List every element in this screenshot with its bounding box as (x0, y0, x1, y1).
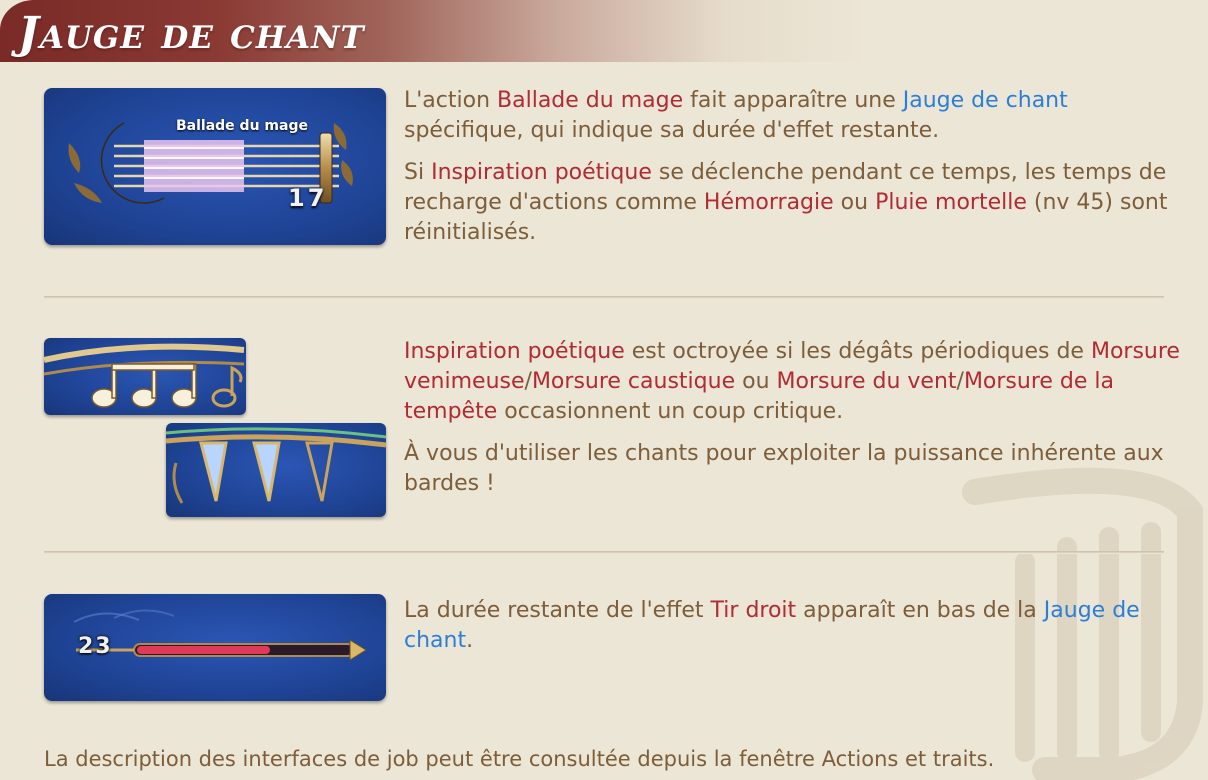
highlight-action-term: Inspiration poétique (431, 160, 652, 185)
straight-shot-gauge-image (44, 594, 386, 701)
section3-text (404, 596, 1194, 656)
highlight-action-term: Inspiration poétique (404, 339, 625, 364)
arrow-heads-gauge-image (166, 423, 386, 517)
body-text: . (466, 628, 474, 653)
highlight-action-term: Morsure du vent (776, 369, 957, 394)
body-text: La durée restante de l'effet (404, 598, 711, 623)
body-text: / (524, 369, 532, 394)
body-text: apparaît en bas de la (796, 598, 1044, 623)
highlight-action-term: Hémorragie (703, 190, 834, 215)
highlight-action-term: Pluie mortelle (875, 190, 1027, 215)
body-text: À vous d'utiliser les chants pour exploiter la puissance inhérente aux bardes ! (404, 441, 1164, 496)
body-text: / (956, 369, 964, 394)
section2-paragraph2 (404, 439, 1194, 499)
arrowhead-icons (201, 443, 332, 501)
section1-paragraph2 (404, 158, 1194, 248)
ballad-gauge-title: Ballade du mage (176, 118, 308, 134)
footer-note: La description des interfaces de job peut être consultée depuis la fenêtre Actions et traits. (44, 747, 995, 771)
body-text: spécifique, qui indique sa durée d'effet restante. (404, 118, 940, 143)
body-text: L'action (404, 88, 498, 113)
arrow-tip-icon (350, 640, 366, 660)
highlight-action-term: Ballade du mage (497, 88, 684, 113)
highlight-action-term: Morsure caustique (531, 369, 736, 394)
body-text: ou (833, 190, 876, 215)
section2-text (404, 337, 1194, 499)
song-notes-gauge-image (44, 338, 246, 415)
section2-paragraph1 (404, 337, 1194, 427)
divider-1 (44, 296, 1164, 299)
section1-text (404, 86, 1194, 248)
highlight-action-term: Morsure de la tempête (404, 369, 1115, 424)
section3-paragraph1 (404, 596, 1194, 656)
body-text: se déclenche pendant ce temps, les temps de recharge d'actions comme (404, 160, 1167, 215)
divider-2 (44, 551, 1164, 554)
header-banner (0, 0, 1208, 62)
body-text: Si (404, 160, 432, 185)
body-text: est octroyée si les dégâts périodiques de (624, 339, 1091, 364)
straight-shot-timer: 23 (78, 634, 113, 659)
page-title: Jauge de chant (18, 8, 365, 59)
highlight-ui-term: Jauge de chant (404, 598, 1140, 653)
body-text: occasionnent un coup critique. (497, 399, 844, 424)
ballad-gauge-timer: 17 (288, 184, 328, 212)
body-text: (nv 45) sont réinitialisés. (404, 190, 1168, 245)
timer-bar-fill (137, 646, 270, 654)
body-text: fait apparaître une (683, 88, 903, 113)
highlight-ui-term: Jauge de chant (902, 88, 1068, 113)
music-note-icons (92, 364, 196, 407)
section1-paragraph1 (404, 86, 1194, 146)
ballad-gauge-image (44, 88, 386, 245)
body-text: ou (735, 369, 777, 394)
highlight-action-term: Tir droit (710, 598, 797, 623)
highlight-action-term: Morsure venimeuse (404, 339, 1180, 394)
